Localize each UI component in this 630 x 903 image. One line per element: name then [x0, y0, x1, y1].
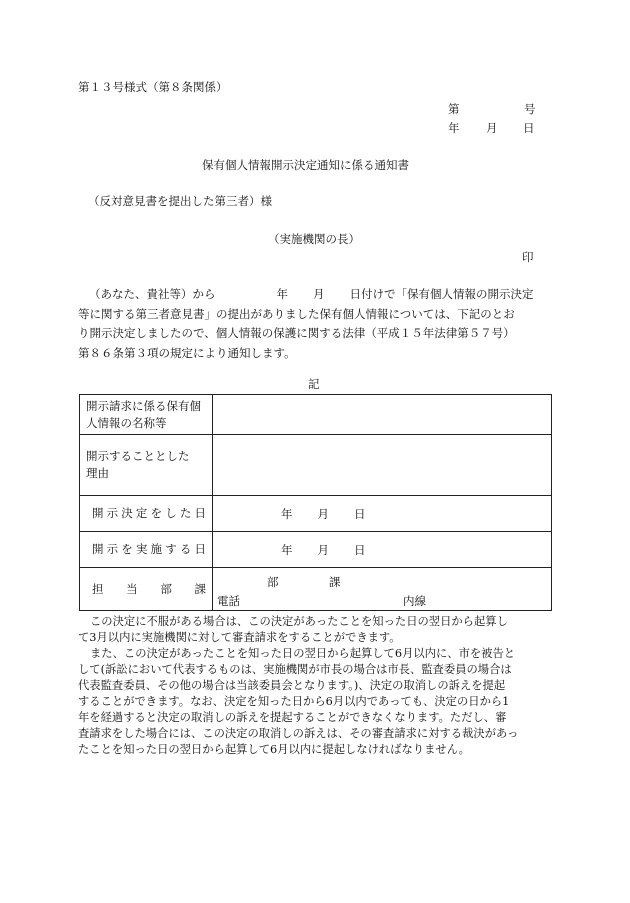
decision-date-label-char: 決: [121, 506, 133, 520]
body-line-2: 等に関する第三者意見書」の提出がありました保有個人情報については、下記のとお: [78, 306, 515, 321]
table-row-decision-date: [80, 496, 552, 532]
row-label-decision-date-text: [86, 505, 212, 522]
notes-p2-line2: して(訴訟において代表するものは、実施機関が市長の場合は市長、監査委員の場合は: [78, 663, 512, 676]
implementation-date-label-char: 施: [150, 542, 163, 556]
doc-date-month: 月: [486, 121, 498, 135]
decision-date-label-char: 定: [135, 506, 148, 520]
department-label-char: 課: [194, 581, 206, 596]
form-identifier: 第１３号様式（第８条関係）: [78, 80, 228, 94]
body-line1-suffix: 日付けで「保有個人情報の開示決定: [349, 287, 534, 301]
row-value-subject: [213, 395, 552, 435]
row-label-department-text: [86, 581, 212, 598]
addressee: （反対意見書を提出した第三者）様: [88, 194, 272, 208]
decision-date-year: 年: [281, 506, 293, 521]
table-row-reason: [80, 435, 552, 496]
seal-mark: 印: [522, 250, 534, 264]
row-label-reason: [80, 435, 213, 496]
body-line1-year: 年: [276, 287, 288, 301]
body-line1-prefix: （あなた、貴社等）から: [89, 287, 216, 301]
doc-number-go: 号: [524, 102, 536, 116]
decision-date-label-char: を: [150, 506, 163, 520]
row-label-department: [80, 568, 213, 611]
row-label-implementation-date: [80, 532, 213, 568]
row-value-decision-date: [213, 496, 552, 532]
doc-date-day: 日: [523, 121, 535, 135]
row-value-department: [213, 568, 552, 611]
notes-p2-line4: することができます。なお、決定を知った日から6月以内であっても、決定の日から1: [78, 695, 510, 708]
dept-telephone: 電話: [217, 594, 240, 608]
appeal-notes: [78, 614, 556, 758]
implementation-date-label-char: 実: [135, 542, 148, 556]
doc-date-year: 年: [448, 121, 460, 135]
implementation-date-month: 月: [317, 542, 329, 557]
notice-record-table: [79, 394, 552, 611]
notes-p2-line5: 年を経過すると決定の取消しの訴えを提起することができなくなります。ただし、審: [78, 711, 507, 724]
implementation-date-label-char: る: [179, 542, 192, 556]
department-label-char: 当: [126, 581, 138, 596]
notice-body: [78, 285, 552, 363]
implementation-date-label-char: す: [165, 542, 177, 556]
body-line-3: り開示決定しましたので、個人情報の保護に関する法律（平成１５年法律第５７号）: [78, 326, 515, 340]
body-line-4: 第８６条第３項の規定により通知します。: [78, 345, 296, 360]
decision-date-day: 日: [354, 506, 366, 521]
notes-p2-line3: 代表監査委員、その他の場合は当該委員会となります。)、決定の取消しの訴えを提起: [78, 679, 506, 692]
row-label-reason-line2: 理由: [86, 466, 109, 480]
decision-date-label-char: し: [165, 506, 177, 520]
department-label-char: 部: [160, 581, 172, 596]
notes-p2-line6: 査請求をした場合には、この決定の取消しの訴えは、その審査請求に対する裁決があっ: [78, 727, 519, 740]
decision-date-label-char: 示: [106, 506, 119, 520]
row-label-subject: [80, 395, 213, 435]
dept-bu: 部: [267, 575, 279, 589]
implementation-date-fields: [281, 542, 366, 558]
table-row-implementation-date: [80, 532, 552, 568]
implementation-date-year: 年: [281, 542, 293, 557]
dept-ka: 課: [329, 575, 341, 589]
row-label-implementation-date-text: [86, 541, 212, 558]
row-value-implementation-date: [213, 532, 552, 568]
document-title: 保有個人情報開示決定通知に係る通知書: [202, 158, 409, 172]
decision-date-fields: [281, 506, 366, 522]
implementation-date-label-char: 開: [92, 542, 104, 556]
row-label-reason-line1: 開示することとした: [86, 449, 190, 463]
notes-p2-line1: また、この決定があったことを知った日の翌日から起算して6月以内に、市を被告と: [90, 647, 516, 660]
implementation-date-label-char: 示: [106, 542, 119, 556]
table-row-department: [80, 568, 552, 611]
table-row-subject: [80, 395, 552, 435]
row-value-reason: [213, 435, 552, 496]
row-label-subject-line1: 開示請求に係る保有個: [86, 398, 201, 413]
dept-extension: 内線: [403, 594, 426, 608]
decision-date-label-char: た: [179, 506, 192, 520]
decision-date-month: 月: [317, 506, 329, 521]
implementation-date-label-char: 日: [194, 542, 206, 556]
decision-date-label-char: 開: [92, 506, 104, 520]
row-label-decision-date: [80, 496, 213, 532]
notes-p1-line2: て3月以内に実施機関に対して審査請求をすることができます。: [78, 631, 401, 644]
body-line-1: [78, 285, 552, 305]
body-line1-month: 月: [313, 287, 325, 301]
implementation-date-label-char: を: [121, 542, 133, 556]
department-label-char: 担: [92, 581, 104, 596]
notes-p1-line1: この決定に不服がある場合は、この決定があったことを知った日の翌日から起算し: [90, 615, 508, 628]
implementation-date-day: 日: [354, 542, 366, 557]
decision-date-label-char: 日: [194, 506, 206, 520]
sender-title: （実施機関の長）: [268, 232, 360, 246]
notes-p2-line7: たことを知った日の翌日から起算して6月以内に提起しなければなりません。: [78, 743, 470, 756]
row-label-subject-line2: 人情報の名称等: [86, 415, 167, 430]
doc-number-dai: 第: [448, 102, 460, 116]
ki-heading: 記: [308, 377, 320, 391]
